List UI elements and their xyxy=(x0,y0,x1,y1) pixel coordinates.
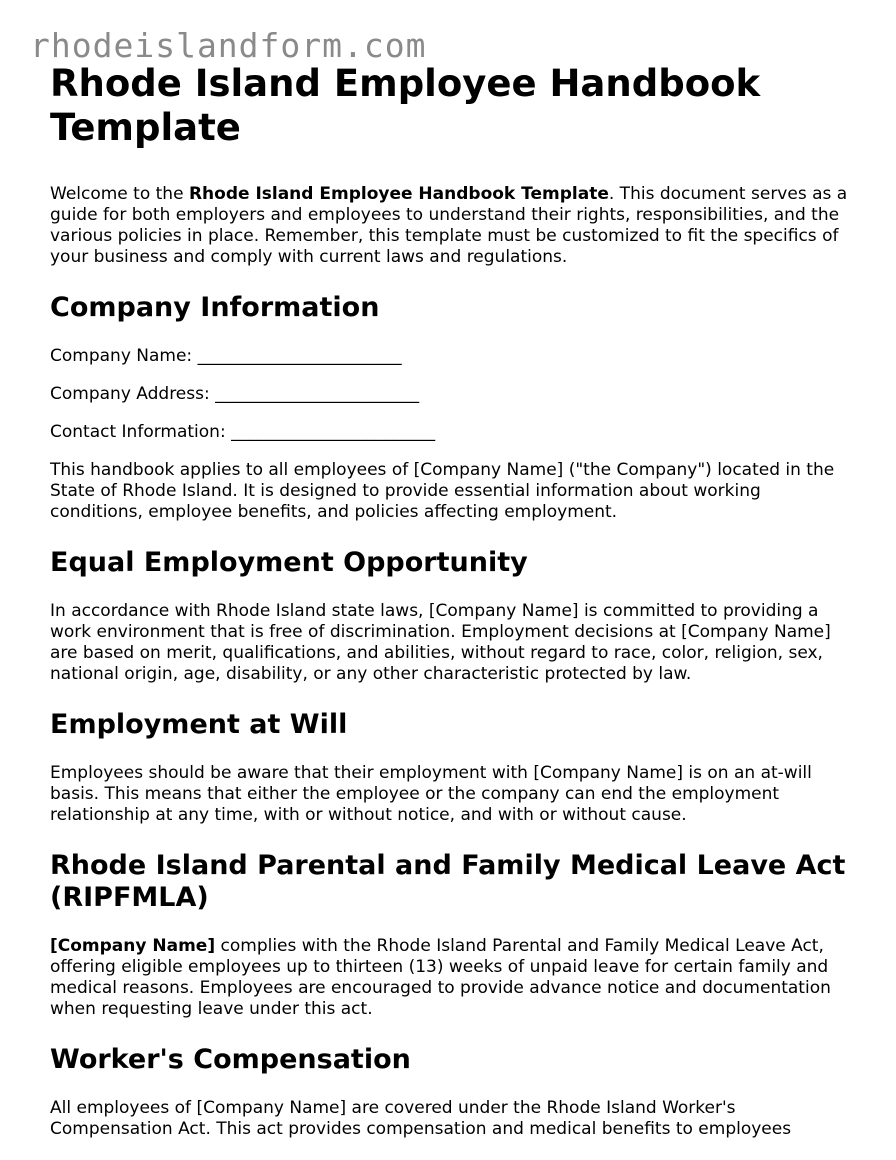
field-blank: ________________________ xyxy=(215,384,420,404)
contact-information-field xyxy=(50,422,856,443)
intro-suffix: . This document serves as a guide for both employers and employees to understand their rights, responsibilities, and the various policies in place. Remember, this template must be customized to fit the specifics of your business and comply with current laws and regulations. xyxy=(50,184,848,267)
company-address-field xyxy=(50,384,856,405)
at-will-body: Employees should be aware that their employment with [Company Name] is on an at-will basis. This means that either the employee or the company can end the employment relationship at any time, with or without notice, and with or without cause. xyxy=(50,763,812,825)
eeo-heading: Equal Employment Opportunity xyxy=(50,547,528,578)
ripfmla-bold: [Company Name] xyxy=(50,936,216,956)
ripfmla-body xyxy=(50,936,856,1020)
ripfmla-text: complies with the Rhode Island Parental and Family Medical Leave Act, offering eligible employees up to thirteen (13) weeks of unpaid leave for certain family and medical reasons. Employees are encouraged to provide advance notice and documentation when requesting leave under this act. xyxy=(50,936,831,1019)
intro-prefix: Welcome to the xyxy=(50,184,189,204)
at-will-heading: Employment at Will xyxy=(50,709,348,740)
watermark: rhodeislandform.com xyxy=(30,26,427,65)
field-label: Company Name: xyxy=(50,346,198,366)
company-name-field xyxy=(50,346,856,367)
intro-bold: Rhode Island Employee Handbook Template xyxy=(188,184,609,204)
document-page xyxy=(50,62,856,1140)
field-label: Contact Information: xyxy=(50,422,232,442)
ripfmla-heading: Rhode Island Parental and Family Medical Leave Act (RIPFMLA) xyxy=(50,850,846,913)
company-information-heading: Company Information xyxy=(50,292,380,323)
field-blank: ________________________ xyxy=(197,346,402,366)
company-information-body: This handbook applies to all employees of [Company Name] ("the Company") located in the State of Rhode Island. It is designed to provide essential information about working conditions, employee benefits, and policies affecting employment. xyxy=(50,460,835,522)
workers-comp-heading: Worker's Compensation xyxy=(50,1044,411,1075)
eeo-body: In accordance with Rhode Island state laws, [Company Name] is committed to providing a work environment that is free of discrimination. Employment decisions at [Company Name] are based on merit, qualifications, and abilities, without regard to race, color, religion, sex, national origin, age, disability, or any other characteristic protected by law. xyxy=(50,601,831,684)
intro-paragraph xyxy=(50,184,856,268)
workers-comp-body: All employees of [Company Name] are covered under the Rhode Island Worker's Compensation Act. This act provides compensation and medical benefits to employees xyxy=(50,1098,792,1139)
page-title: Rhode Island Employee Handbook Template xyxy=(50,62,761,149)
field-label: Company Address: xyxy=(50,384,216,404)
field-blank: ________________________ xyxy=(231,422,436,442)
